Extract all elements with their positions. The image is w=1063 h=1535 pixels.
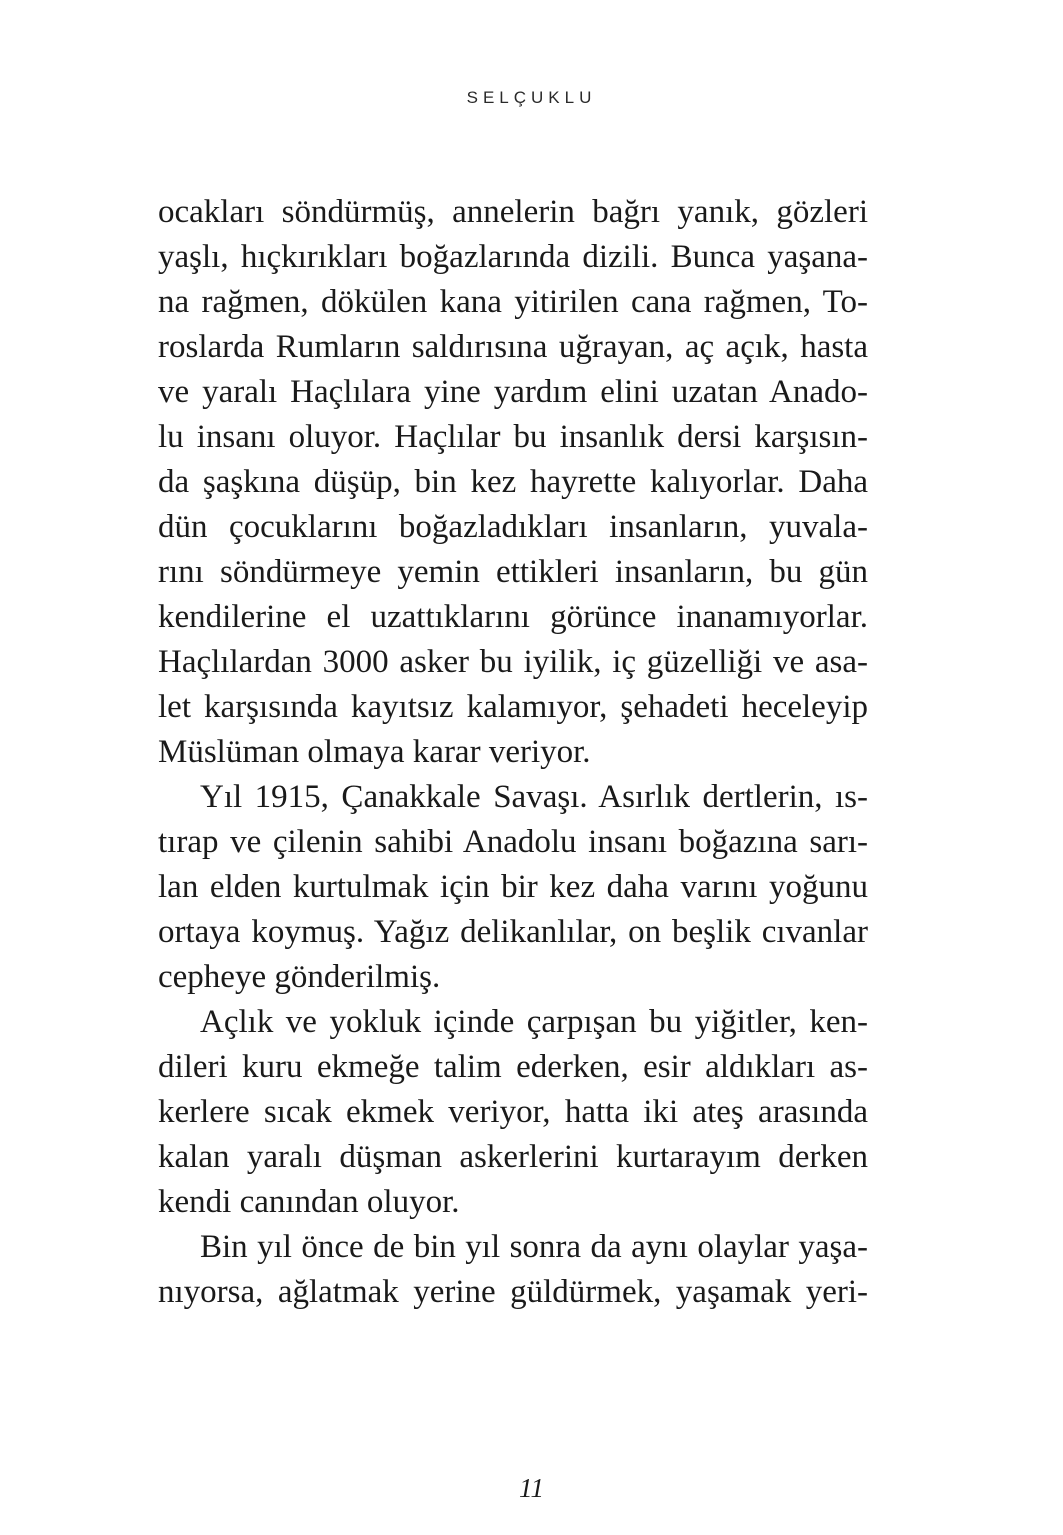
text-line: ocakları söndürmüş, annelerin bağrı yanık, gözleri [158,194,868,230]
page-number: 11 [519,1473,544,1503]
text-line: lu insanı oluyor. Haçlılar bu insanlık dersi karşısın- [158,419,868,455]
text-line: kalan yaralı düşman askerlerini kurtarayım derken [158,1139,868,1175]
text-line: let karşısında kayıtsız kalamıyor, şehadeti heceleyip [158,689,868,725]
text-line: Yıl 1915, Çanakkale Savaşı. Asırlık dertlerin, ıs- [200,779,868,815]
text-line: kerlere sıcak ekmek veriyor, hatta iki ateş arasında [158,1094,868,1130]
text-line: kendilerine el uzattıklarını görünce inanamıyorlar. [158,599,868,635]
text-line: dileri kuru ekmeğe talim ederken, esir aldıkları as- [158,1049,868,1085]
text-line: Bin yıl önce de bin yıl sonra da aynı olaylar yaşa- [200,1229,868,1265]
text-line: kendi canından oluyor. [158,1184,460,1220]
text-line: ve yaralı Haçlılara yine yardım elini uzatan Anado- [158,374,868,410]
text-line: na rağmen, dökülen kana yitirilen cana rağmen, To- [158,284,868,320]
text-line: da şaşkına düşüp, bin kez hayrette kalıyorlar. Daha [158,464,868,500]
body-text [158,190,868,1315]
text-line: cepheye gönderilmiş. [158,959,441,995]
text-line: rını söndürmeye yemin ettikleri insanların, bu gün [158,554,868,590]
text-line: lan elden kurtulmak için bir kez daha varını yoğunu [158,869,868,905]
text-line: tırap ve çilenin sahibi Anadolu insanı boğazına sarı- [158,824,868,860]
running-head: SELÇUKLU [466,88,597,107]
text-line: dün çocuklarını boğazladıkları insanların, yuvala- [158,509,868,545]
text-line: roslarda Rumların saldırısına uğrayan, aç açık, hasta [158,329,868,365]
text-line: nıyorsa, ağlatmak yerine güldürmek, yaşamak yeri- [158,1274,868,1310]
text-line: Açlık ve yokluk içinde çarpışan bu yiğitler, ken- [200,1004,868,1040]
text-line: yaşlı, hıçkırıkları boğazlarında dizili. Bunca yaşana- [158,239,868,275]
text-line: ortaya koymuş. Yağız delikanlılar, on beşlik cıvanlar [158,914,868,950]
text-line: Haçlılardan 3000 asker bu iyilik, iç güzelliği ve asa- [158,644,868,680]
text-line: Müslüman olmaya karar veriyor. [158,734,591,770]
